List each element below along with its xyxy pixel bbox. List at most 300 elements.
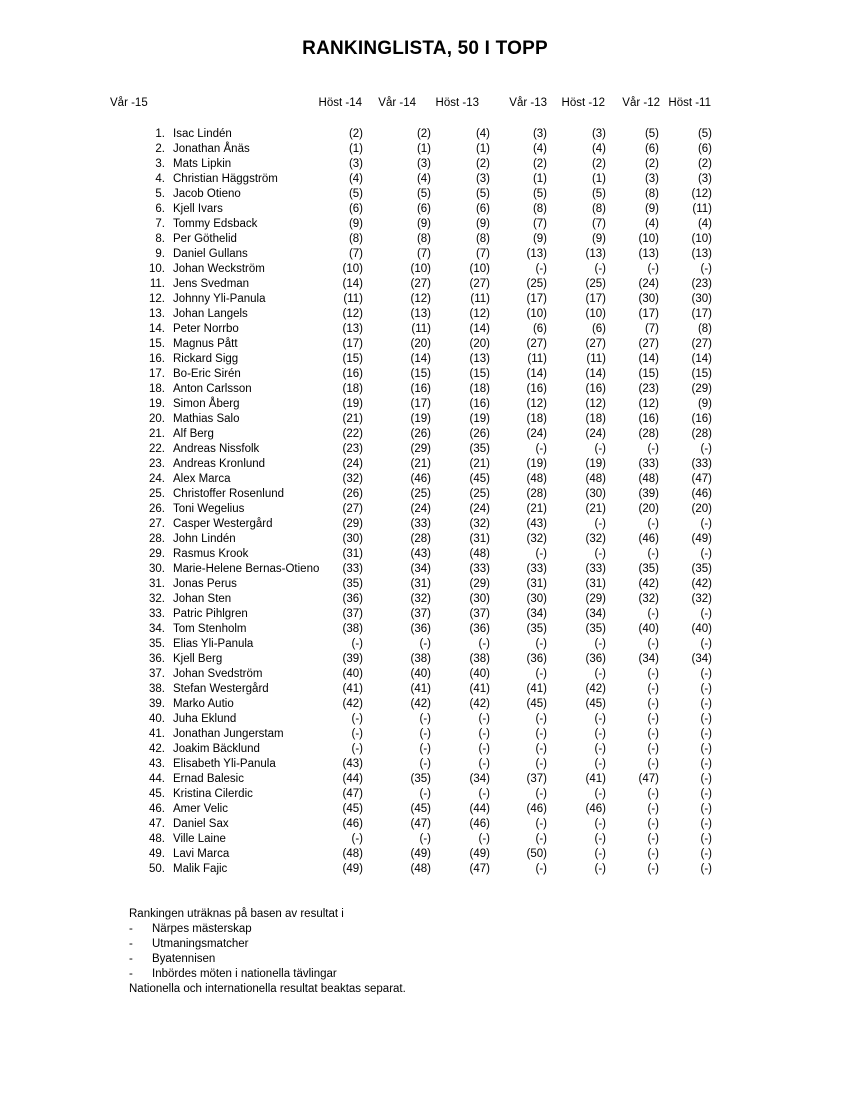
previous-rank-cell: (45) — [342, 803, 363, 815]
previous-rank-cell: (40) — [638, 623, 659, 635]
previous-rank-cell: (14) — [342, 278, 363, 290]
table-row — [0, 862, 850, 877]
player-name: Anton Carlsson — [173, 383, 252, 395]
previous-rank-cell: (15) — [638, 368, 659, 380]
previous-rank-cell: (32) — [638, 593, 659, 605]
previous-rank-cell: (3) — [475, 173, 490, 185]
previous-rank-cell: (2) — [591, 158, 606, 170]
player-name: Daniel Gullans — [173, 248, 248, 260]
previous-rank-cell: (-) — [700, 548, 712, 560]
player-name: Mats Lipkin — [173, 158, 232, 170]
previous-rank-cell: (-) — [647, 638, 659, 650]
previous-rank-cell: (-) — [700, 683, 712, 695]
rank-number: 10. — [149, 263, 165, 275]
previous-rank-cell: (17) — [342, 338, 363, 350]
previous-rank-cell: (-) — [535, 758, 547, 770]
rank-number: 21. — [149, 428, 165, 440]
previous-rank-cell: (35) — [469, 443, 490, 455]
table-row — [0, 232, 850, 247]
previous-rank-cell: (10) — [342, 263, 363, 275]
previous-rank-cell: (-) — [700, 608, 712, 620]
previous-rank-cell: (49) — [410, 848, 431, 860]
previous-rank-cell: (19) — [526, 458, 547, 470]
previous-rank-cell: (33) — [342, 563, 363, 575]
table-row — [0, 667, 850, 682]
previous-rank-cell: (12) — [342, 308, 363, 320]
previous-rank-cell: (1) — [348, 143, 363, 155]
previous-rank-cell: (23) — [691, 278, 712, 290]
player-name: Christian Häggström — [173, 173, 278, 185]
previous-rank-cell: (-) — [535, 863, 547, 875]
player-name: Jonathan Jungerstam — [173, 728, 284, 740]
bullet-text: Närpes mästerskap — [152, 923, 252, 935]
player-name: Jens Svedman — [173, 278, 250, 290]
previous-rank-cell: (35) — [638, 563, 659, 575]
rank-number: 6. — [155, 203, 165, 215]
rank-number: 3. — [155, 158, 165, 170]
previous-rank-cell: (2) — [532, 158, 547, 170]
previous-rank-cell: (8) — [591, 203, 606, 215]
previous-rank-cell: (23) — [638, 383, 659, 395]
previous-rank-cell: (21) — [585, 503, 606, 515]
previous-rank-cell: (4) — [416, 173, 431, 185]
previous-rank-cell: (16) — [585, 383, 606, 395]
previous-rank-cell: (12) — [638, 398, 659, 410]
previous-rank-cell: (16) — [691, 413, 712, 425]
previous-rank-cell: (-) — [647, 518, 659, 530]
table-row — [0, 787, 850, 802]
previous-rank-cell: (19) — [585, 458, 606, 470]
previous-rank-cell: (1) — [532, 173, 547, 185]
player-name: Isac Lindén — [173, 128, 232, 140]
previous-rank-cell: (34) — [410, 563, 431, 575]
previous-rank-cell: (43) — [526, 518, 547, 530]
player-name: Daniel Sax — [173, 818, 229, 830]
previous-rank-cell: (-) — [535, 443, 547, 455]
previous-rank-cell: (33) — [410, 518, 431, 530]
rank-number: 20. — [149, 413, 165, 425]
rank-number: 30. — [149, 563, 165, 575]
previous-rank-cell: (6) — [348, 203, 363, 215]
previous-rank-cell: (-) — [594, 848, 606, 860]
rank-number: 19. — [149, 398, 165, 410]
table-row — [0, 217, 850, 232]
previous-rank-cell: (36) — [469, 623, 490, 635]
previous-rank-cell: (-) — [535, 638, 547, 650]
previous-rank-cell: (21) — [342, 413, 363, 425]
previous-rank-cell: (-) — [351, 713, 363, 725]
previous-rank-cell: (-) — [647, 863, 659, 875]
previous-rank-cell: (-) — [647, 848, 659, 860]
previous-rank-cell: (9) — [348, 218, 363, 230]
previous-rank-cell: (14) — [469, 323, 490, 335]
previous-rank-cell: (16) — [342, 368, 363, 380]
rank-number: 45. — [149, 788, 165, 800]
previous-rank-cell: (46) — [585, 803, 606, 815]
previous-rank-cell: (-) — [700, 848, 712, 860]
rank-number: 23. — [149, 458, 165, 470]
previous-rank-cell: (39) — [342, 653, 363, 665]
previous-rank-cell: (47) — [342, 788, 363, 800]
previous-rank-cell: (8) — [416, 233, 431, 245]
previous-rank-cell: (4) — [475, 128, 490, 140]
previous-rank-cell: (9) — [475, 218, 490, 230]
previous-rank-cell: (35) — [526, 623, 547, 635]
previous-rank-cell: (38) — [342, 623, 363, 635]
player-name: Elias Yli-Panula — [173, 638, 254, 650]
bullet-text: Inbördes möten i nationella tävlingar — [152, 968, 337, 980]
rank-number: 42. — [149, 743, 165, 755]
bullet-dash: - — [129, 968, 133, 980]
previous-rank-cell: (3) — [591, 128, 606, 140]
previous-rank-cell: (37) — [469, 608, 490, 620]
previous-rank-cell: (22) — [342, 428, 363, 440]
ranking-table — [0, 127, 850, 877]
previous-rank-cell: (-) — [647, 698, 659, 710]
player-name: Bo-Eric Sirén — [173, 368, 241, 380]
previous-rank-cell: (49) — [469, 848, 490, 860]
player-name: Johan Svedström — [173, 668, 263, 680]
player-name: Ernad Balesic — [173, 773, 244, 785]
player-name: Ville Laine — [173, 833, 226, 845]
previous-rank-cell: (11) — [343, 293, 363, 305]
previous-rank-cell: (34) — [469, 773, 490, 785]
previous-rank-cell: (33) — [526, 563, 547, 575]
player-name: Amer Velic — [173, 803, 228, 815]
rank-number: 34. — [149, 623, 165, 635]
previous-rank-cell: (4) — [697, 218, 712, 230]
rank-number: 8. — [155, 233, 165, 245]
table-row — [0, 712, 850, 727]
previous-rank-cell: (27) — [638, 338, 659, 350]
previous-rank-cell: (40) — [691, 623, 712, 635]
table-row — [0, 757, 850, 772]
player-name: Jonas Perus — [173, 578, 237, 590]
previous-rank-cell: (48) — [410, 863, 431, 875]
table-row — [0, 487, 850, 502]
previous-rank-cell: (14) — [585, 368, 606, 380]
previous-rank-cell: (30) — [638, 293, 659, 305]
previous-rank-cell: (6) — [591, 323, 606, 335]
previous-rank-cell: (41) — [469, 683, 490, 695]
previous-rank-cell: (13) — [469, 353, 490, 365]
previous-rank-cell: (27) — [691, 338, 712, 350]
previous-rank-cell: (-) — [700, 818, 712, 830]
rank-number: 13. — [149, 308, 165, 320]
previous-rank-cell: (46) — [638, 533, 659, 545]
previous-rank-cell: (10) — [526, 308, 547, 320]
current-period-header: Vår -15 — [110, 97, 148, 109]
table-row — [0, 502, 850, 517]
table-row — [0, 262, 850, 277]
previous-rank-cell: (7) — [532, 218, 547, 230]
previous-rank-cell: (46) — [691, 488, 712, 500]
previous-rank-cell: (29) — [410, 443, 431, 455]
previous-rank-cell: (47) — [691, 473, 712, 485]
table-row — [0, 772, 850, 787]
previous-rank-cell: (48) — [526, 473, 547, 485]
previous-rank-cell: (3) — [644, 173, 659, 185]
previous-rank-cell: (35) — [342, 578, 363, 590]
previous-rank-cell: (15) — [410, 368, 431, 380]
previous-rank-cell: (-) — [647, 803, 659, 815]
rank-number: 17. — [149, 368, 165, 380]
previous-rank-cell: (4) — [532, 143, 547, 155]
rank-number: 36. — [149, 653, 165, 665]
previous-rank-cell: (48) — [469, 548, 490, 560]
previous-rank-cell: (27) — [526, 338, 547, 350]
previous-rank-cell: (29) — [469, 578, 490, 590]
previous-rank-cell: (30) — [526, 593, 547, 605]
rank-number: 24. — [149, 473, 165, 485]
previous-rank-cell: (32) — [469, 518, 490, 530]
table-row — [0, 592, 850, 607]
rank-number: 27. — [149, 518, 165, 530]
previous-rank-cell: (-) — [594, 743, 606, 755]
previous-rank-cell: (12) — [410, 293, 431, 305]
player-name: Johan Langels — [173, 308, 248, 320]
rank-number: 29. — [149, 548, 165, 560]
previous-rank-cell: (-) — [700, 698, 712, 710]
previous-rank-cell: (-) — [419, 758, 431, 770]
previous-rank-cell: (24) — [410, 503, 431, 515]
previous-rank-cell: (36) — [342, 593, 363, 605]
previous-rank-cell: (-) — [478, 758, 490, 770]
bullet-dash: - — [129, 923, 133, 935]
previous-rank-cell: (-) — [535, 728, 547, 740]
previous-rank-cell: (46) — [410, 473, 431, 485]
previous-rank-cell: (37) — [410, 608, 431, 620]
previous-rank-cell: (-) — [647, 608, 659, 620]
previous-rank-cell: (25) — [410, 488, 431, 500]
previous-rank-cell: (49) — [691, 533, 712, 545]
previous-rank-cell: (-) — [647, 683, 659, 695]
previous-rank-cell: (13) — [585, 248, 606, 260]
previous-rank-cell: (17) — [585, 293, 606, 305]
player-name: Andreas Kronlund — [173, 458, 266, 470]
previous-rank-cell: (28) — [410, 533, 431, 545]
previous-rank-cell: (20) — [691, 503, 712, 515]
previous-rank-cell: (5) — [532, 188, 547, 200]
previous-rank-cell: (28) — [526, 488, 547, 500]
player-name: Joakim Bäcklund — [173, 743, 260, 755]
table-row — [0, 727, 850, 742]
previous-rank-cell: (-) — [594, 758, 606, 770]
rank-number: 14. — [149, 323, 165, 335]
previous-rank-cell: (8) — [475, 233, 490, 245]
previous-rank-cell: (25) — [469, 488, 490, 500]
previous-rank-cell: (-) — [594, 713, 606, 725]
previous-rank-cell: (2) — [348, 128, 363, 140]
notes-bullet — [129, 937, 406, 952]
previous-rank-cell: (12) — [526, 398, 547, 410]
previous-rank-cell: (-) — [700, 743, 712, 755]
previous-rank-cell: (34) — [691, 653, 712, 665]
previous-rank-cell: (27) — [342, 503, 363, 515]
previous-rank-cell: (43) — [410, 548, 431, 560]
rank-number: 5. — [155, 188, 165, 200]
previous-rank-cell: (46) — [526, 803, 547, 815]
previous-rank-cell: (30) — [691, 293, 712, 305]
page-title: RANKINGLISTA, 50 I TOPP — [302, 38, 548, 59]
previous-rank-cell: (50) — [526, 848, 547, 860]
table-row — [0, 352, 850, 367]
player-name: Rasmus Krook — [173, 548, 249, 560]
player-name: Peter Norrbo — [173, 323, 239, 335]
previous-rank-cell: (26) — [342, 488, 363, 500]
previous-rank-cell: (-) — [647, 713, 659, 725]
table-row — [0, 652, 850, 667]
table-row — [0, 832, 850, 847]
player-name: Malik Fajic — [173, 863, 228, 875]
previous-rank-cell: (42) — [691, 578, 712, 590]
previous-rank-cell: (-) — [535, 713, 547, 725]
player-name: Jacob Otieno — [173, 188, 241, 200]
previous-rank-cell: (-) — [419, 743, 431, 755]
previous-rank-cell: (-) — [594, 443, 606, 455]
previous-rank-cell: (32) — [410, 593, 431, 605]
previous-rank-cell: (11) — [586, 353, 606, 365]
player-name: Johan Weckström — [173, 263, 265, 275]
notes-outro: Nationella och internationella resultat beaktas separat. — [129, 983, 406, 995]
previous-rank-cell: (40) — [469, 668, 490, 680]
player-name: Elisabeth Yli-Panula — [173, 758, 276, 770]
previous-rank-cell: (47) — [469, 863, 490, 875]
table-row — [0, 202, 850, 217]
previous-rank-cell: (41) — [585, 773, 606, 785]
notes-intro: Rankingen uträknas på basen av resultat i — [129, 908, 344, 920]
player-name: Kristina Cilerdic — [173, 788, 253, 800]
previous-rank-cell: (41) — [342, 683, 363, 695]
previous-rank-cell: (24) — [638, 278, 659, 290]
previous-rank-cell: (-) — [478, 833, 490, 845]
table-row — [0, 292, 850, 307]
previous-rank-cell: (-) — [700, 833, 712, 845]
previous-rank-cell: (5) — [348, 188, 363, 200]
player-name: Rickard Sigg — [173, 353, 239, 365]
previous-rank-cell: (11) — [470, 293, 490, 305]
previous-rank-cell: (-) — [700, 638, 712, 650]
previous-rank-cell: (37) — [342, 608, 363, 620]
rank-number: 1. — [155, 128, 165, 140]
previous-rank-cell: (4) — [348, 173, 363, 185]
previous-rank-cell: (9) — [416, 218, 431, 230]
previous-rank-cell: (27) — [469, 278, 490, 290]
previous-rank-cell: (-) — [700, 803, 712, 815]
previous-rank-cell: (40) — [342, 668, 363, 680]
previous-rank-cell: (-) — [535, 263, 547, 275]
previous-rank-cell: (13) — [342, 323, 363, 335]
previous-rank-cell: (-) — [700, 788, 712, 800]
player-name: Jonathan Ånäs — [173, 143, 250, 155]
table-row — [0, 307, 850, 322]
previous-rank-cell: (33) — [469, 563, 490, 575]
previous-rank-cell: (42) — [410, 698, 431, 710]
player-name: Alf Berg — [173, 428, 214, 440]
previous-rank-cell: (10) — [469, 263, 490, 275]
previous-rank-cell: (19) — [410, 413, 431, 425]
previous-rank-cell: (18) — [526, 413, 547, 425]
previous-rank-cell: (13) — [691, 248, 712, 260]
previous-rank-cell: (24) — [342, 458, 363, 470]
previous-rank-cell: (33) — [638, 458, 659, 470]
rank-number: 48. — [149, 833, 165, 845]
rank-number: 16. — [149, 353, 165, 365]
previous-rank-cell: (14) — [410, 353, 431, 365]
previous-rank-cell: (-) — [594, 833, 606, 845]
previous-rank-cell: (-) — [594, 518, 606, 530]
previous-rank-cell: (-) — [535, 788, 547, 800]
previous-rank-cell: (-) — [647, 758, 659, 770]
previous-rank-cell: (36) — [410, 623, 431, 635]
rank-number: 12. — [149, 293, 165, 305]
previous-rank-cell: (1) — [475, 143, 490, 155]
previous-rank-cell: (9) — [697, 398, 712, 410]
previous-rank-cell: (-) — [351, 743, 363, 755]
table-row — [0, 277, 850, 292]
previous-rank-cell: (35) — [691, 563, 712, 575]
previous-rank-cell: (21) — [526, 503, 547, 515]
previous-rank-cell: (7) — [475, 248, 490, 260]
previous-rank-cell: (27) — [585, 338, 606, 350]
previous-rank-cell: (19) — [469, 413, 490, 425]
previous-rank-cell: (14) — [638, 353, 659, 365]
previous-rank-cell: (17) — [526, 293, 547, 305]
previous-rank-cell: (5) — [416, 188, 431, 200]
previous-rank-cell: (-) — [478, 728, 490, 740]
previous-rank-cell: (-) — [594, 863, 606, 875]
period-header: Vår -12 — [622, 97, 660, 109]
rank-number: 15. — [149, 338, 165, 350]
previous-rank-cell: (36) — [585, 653, 606, 665]
previous-rank-cell: (49) — [342, 863, 363, 875]
table-row — [0, 322, 850, 337]
previous-rank-cell: (-) — [647, 833, 659, 845]
player-name: Per Göthelid — [173, 233, 237, 245]
player-name: John Lindén — [173, 533, 236, 545]
previous-rank-cell: (31) — [410, 578, 431, 590]
previous-rank-cell: (13) — [638, 248, 659, 260]
previous-rank-cell: (6) — [644, 143, 659, 155]
previous-rank-cell: (-) — [700, 773, 712, 785]
player-name: Johnny Yli-Panula — [173, 293, 266, 305]
table-row — [0, 337, 850, 352]
period-header: Höst -11 — [668, 97, 711, 109]
previous-rank-cell: (10) — [585, 308, 606, 320]
previous-rank-cell: (47) — [638, 773, 659, 785]
previous-rank-cell: (-) — [535, 743, 547, 755]
previous-rank-cell: (-) — [594, 263, 606, 275]
previous-rank-cell: (44) — [469, 803, 490, 815]
previous-rank-cell: (45) — [585, 698, 606, 710]
previous-rank-cell: (18) — [342, 383, 363, 395]
player-name: Kjell Ivars — [173, 203, 223, 215]
previous-rank-cell: (-) — [419, 713, 431, 725]
rank-number: 41. — [149, 728, 165, 740]
table-row — [0, 442, 850, 457]
previous-rank-cell: (19) — [342, 398, 363, 410]
previous-rank-cell: (7) — [348, 248, 363, 260]
notes-bullet — [129, 952, 406, 967]
previous-rank-cell: (8) — [532, 203, 547, 215]
player-name: Simon Åberg — [173, 398, 240, 410]
table-row — [0, 547, 850, 562]
previous-rank-cell: (7) — [416, 248, 431, 260]
previous-rank-cell: (31) — [526, 578, 547, 590]
previous-rank-cell: (-) — [478, 743, 490, 755]
table-row — [0, 187, 850, 202]
previous-rank-cell: (-) — [700, 728, 712, 740]
